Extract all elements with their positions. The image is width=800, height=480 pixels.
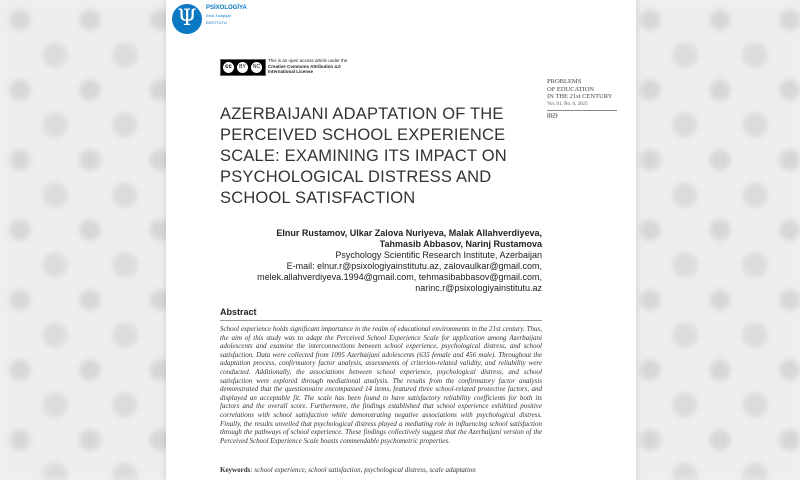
abstract-text: School experience holds significant importance in the realm of educational environments in the 21st century. Thus, the aim of this study was to adapt the Perceived School Experience Scale for application among Azerbaijani adolescents and examine the interconnections between school experience, psychological distress, and school satisfaction. Data were collected from 1095 Azerbaijani adolescents (635 female and 456 male). Throughout the adaptation process, confirmatory factor analysis, assessments of criterion-related validity, and reliability were conducted. Additionally, the associations between school experience, psychological distress, and school satisfaction were explored through mediational analysis. The results from the confirmatory factor analysis demonstrated that the questionnaire encompassed 14 items, featured three school-related protective factors, and displayed an acceptable fit. The scale has been found to have satisfactory reliability coefficients for both its factors and the overall score. Furthermore, the findings established that school experience exhibited positive correlations with school satisfaction while demonstrating negative associations with psychological distress. Finally, the results unveiled that psychological distress played a mediating role in influencing school satisfaction through the pathways of school experience. These findings collectively suggest that the Azerbaijani version of the Perceived School Experience Scale boasts commendable psychometric properties.: [220, 325, 542, 445]
paper-title: AZERBAIJANI ADAPTATION OF THE PERCEIVED SCHOOL EXPERIENCE SCALE: EXAMINING ITS IMPACT ON PSYCHOLOGICAL DISTRESS AND SCHOOL SATISFACTION: [220, 105, 507, 207]
license-block: [220, 57, 400, 77]
page-number: 869: [547, 112, 558, 120]
cc-license-badge[interactable]: [220, 59, 266, 76]
psi-logo-icon: Ψ: [172, 4, 202, 34]
author-block: [236, 228, 542, 294]
paper-page: [166, 0, 636, 480]
institute-logo: [172, 2, 292, 40]
journal-divider: [547, 110, 617, 111]
journal-info: PROBLEMS OF EDUCATION IN THE 21st CENTURY Vol. 81, No. 6, 2023 869: [547, 78, 635, 121]
author-emails-end: narinc.r@psixologiyainstitutu.az: [415, 283, 542, 293]
license-text: This is an open access article under the Creative Commons Attribution 4.0 International License: [268, 58, 348, 74]
keywords: Keywords: school experience, school satisfaction, psychological distress, scale adaptation: [220, 466, 476, 474]
institute-name: Psychology Scientific Research Institute, Azerbaijan: [335, 250, 542, 260]
author-emails: E-mail: elnur.r@psixologiyainstitutu.az, zalovaulkar@gmail.com,: [286, 261, 542, 271]
logo-text: PSİXOLOGİYA Elmi-Tədqiqat İNSTİTUTU: [206, 5, 247, 25]
author-names-cont: Tahmasib Abbasov, Narinj Rustamova: [379, 239, 542, 249]
cc-icon: cc: [223, 62, 234, 73]
abstract-divider: [220, 320, 542, 321]
abstract-heading: Abstract: [220, 307, 257, 317]
nc-icon: NC: [251, 62, 262, 73]
author-names: Elnur Rustamov, Ulkar Zalova Nuriyeva, Malak Allahverdiyeva,: [276, 228, 542, 238]
by-icon: BY: [237, 62, 248, 73]
author-emails-cont: melek.allahverdiyeva.1994@gmail.com, tehmasibabbasov@gmail.com,: [257, 272, 542, 282]
